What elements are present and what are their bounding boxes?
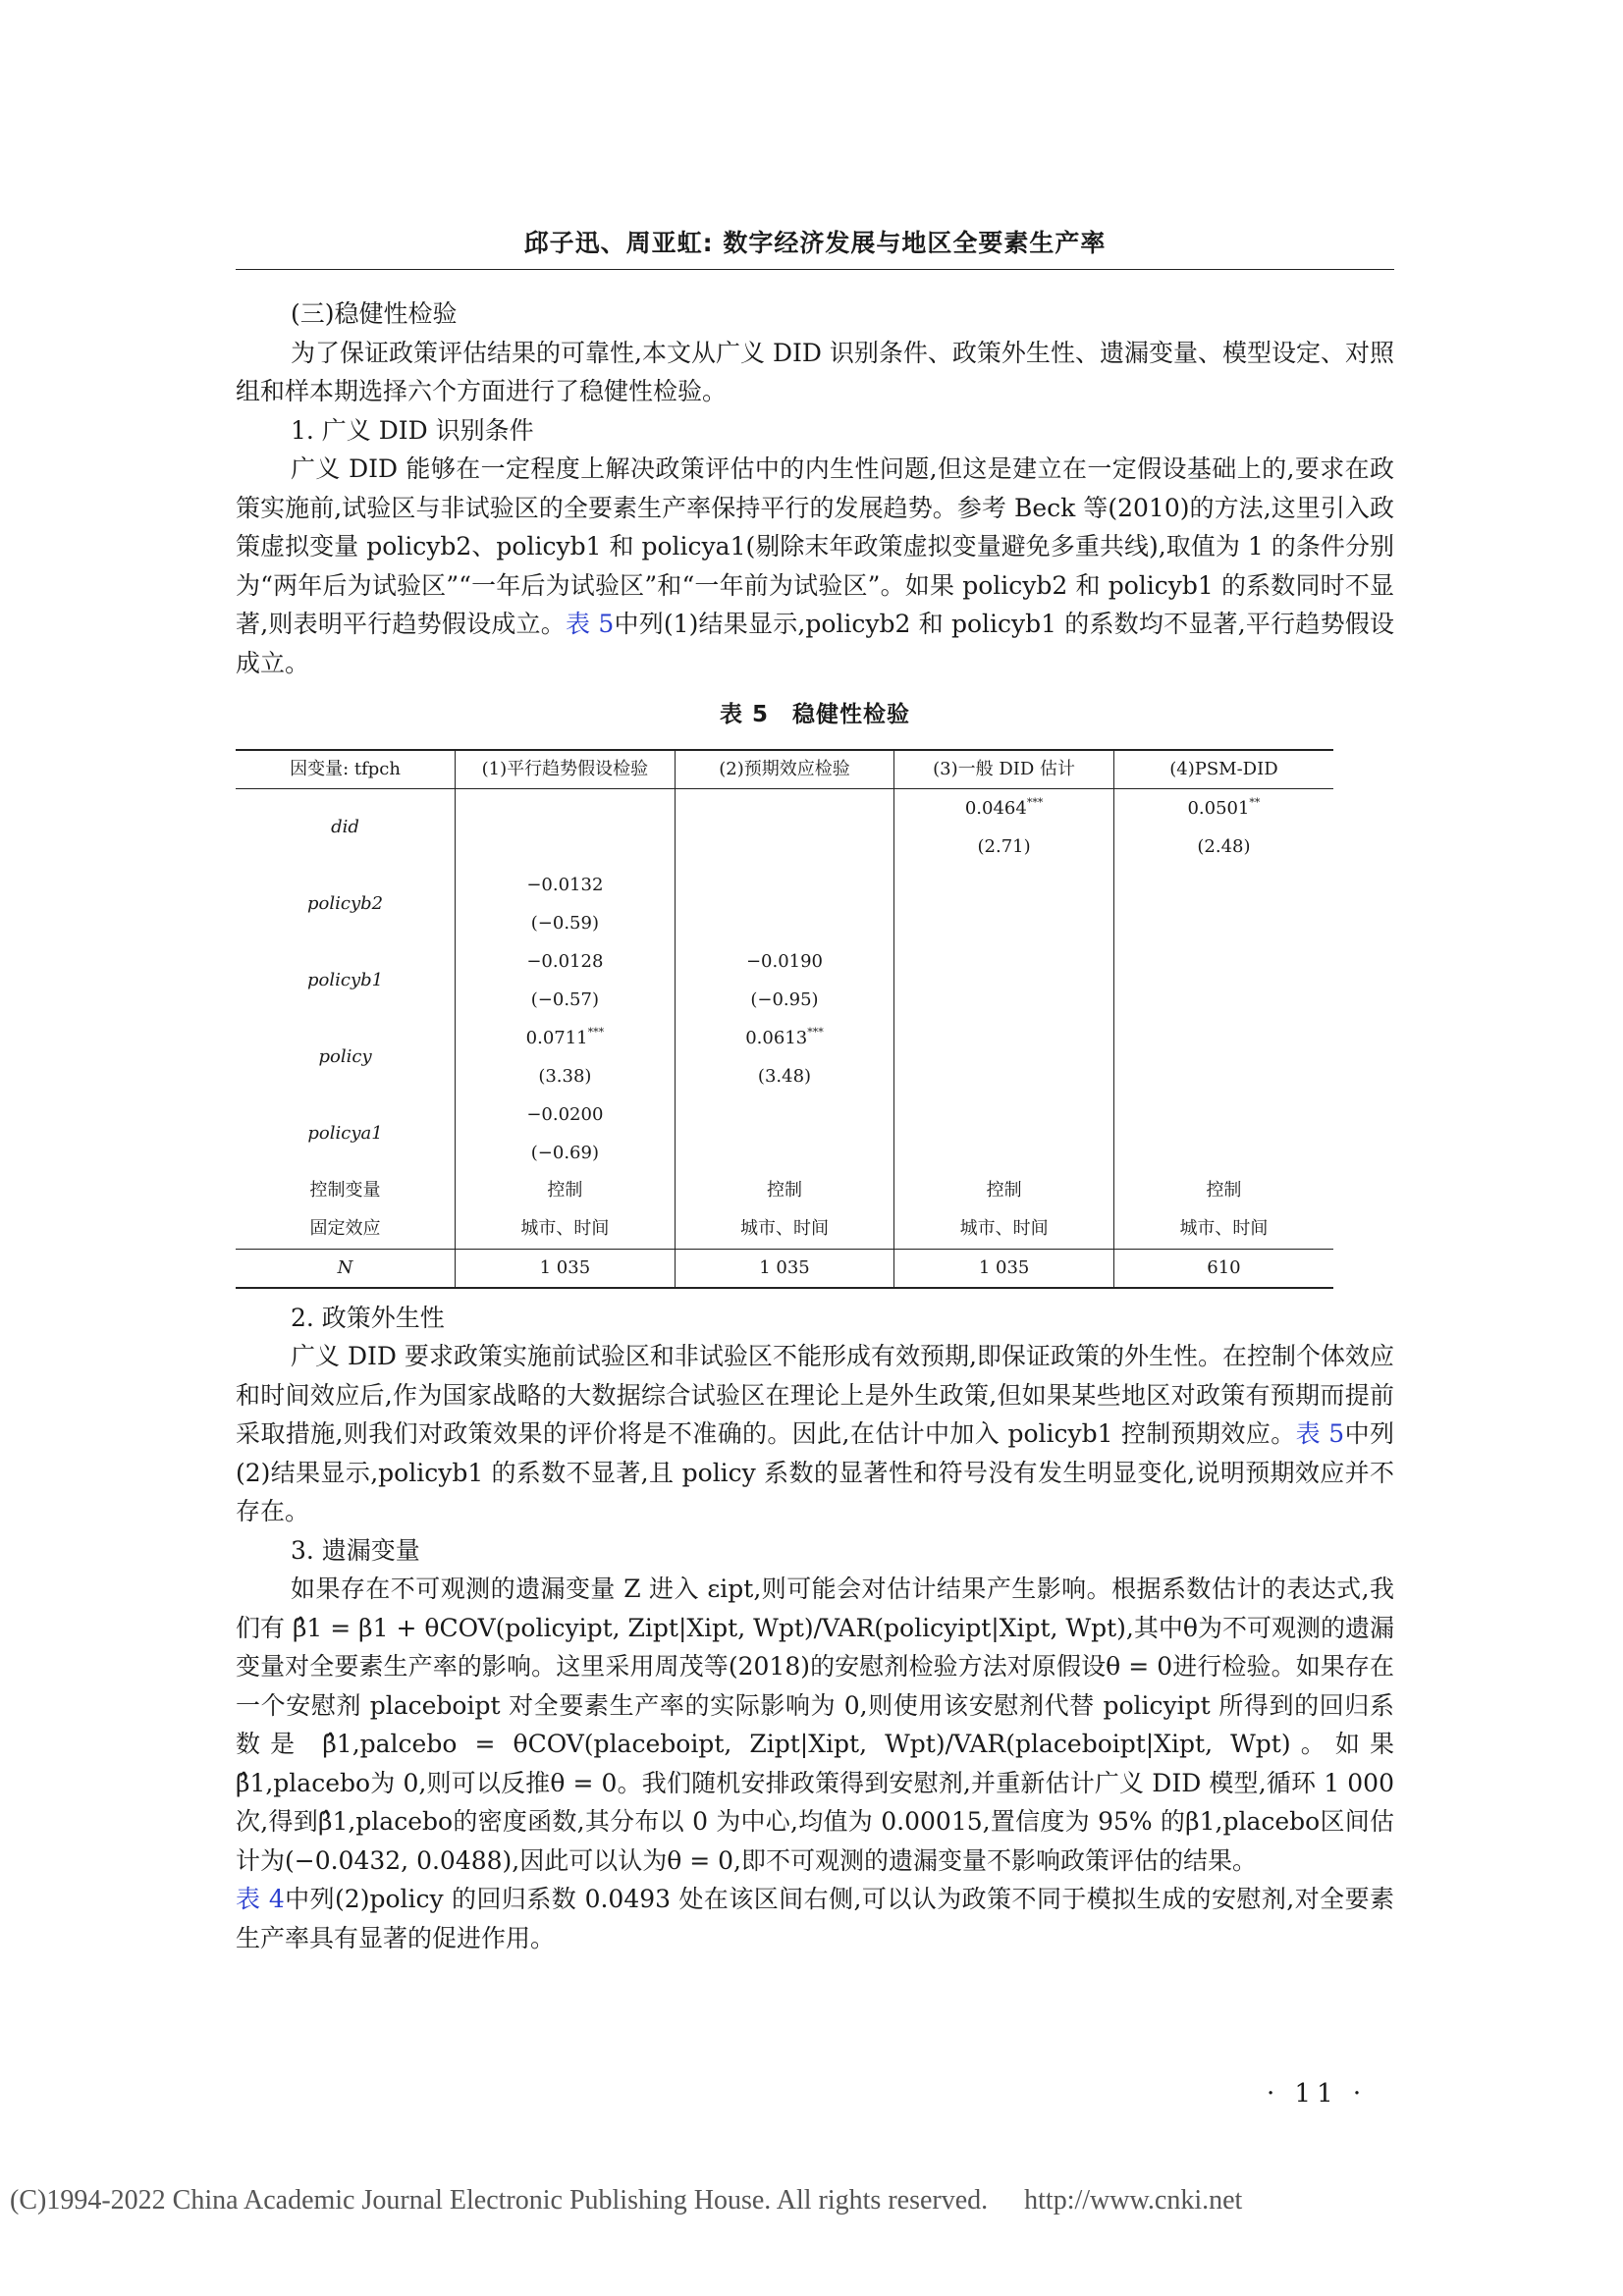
- column-header: 因变量: tfpch: [236, 750, 456, 789]
- table-cell: 控制: [675, 1172, 894, 1210]
- t-statistic: (2.48): [1197, 835, 1251, 857]
- intro-paragraph: 为了保证政策评估结果的可靠性,本文从广义 DID 识别条件、政策外生性、遗漏变量、模型设定、对照组和样本期选择六个方面进行了稳健性检验。: [236, 338, 1394, 405]
- table-cell: [456, 866, 676, 942]
- table-row-policyb1: [236, 942, 1333, 1019]
- coefficient-value: [1114, 942, 1333, 981]
- row-label: N: [236, 1249, 456, 1288]
- row-label: policy: [236, 1019, 456, 1095]
- subsection-2-paragraph: [236, 1337, 1394, 1531]
- t-statistic: [894, 981, 1113, 1019]
- coefficient-value: [676, 789, 894, 828]
- table-4-link[interactable]: 表 4: [236, 1885, 285, 1913]
- table-cell: [894, 1095, 1114, 1172]
- t-statistic: [676, 1134, 894, 1172]
- table-cell: 城市、时间: [456, 1210, 676, 1250]
- table-cell: 城市、时间: [675, 1210, 894, 1250]
- t-statistic: (−0.59): [530, 912, 599, 934]
- table-row-policy: [236, 1019, 1333, 1095]
- section-heading: (三)稳健性检验: [291, 299, 458, 328]
- significance-stars: ***: [1026, 795, 1044, 809]
- t-statistic: [456, 828, 675, 866]
- table-cell: [1113, 866, 1333, 942]
- table-cell: [1113, 788, 1333, 866]
- table-row-fixed-effects: [236, 1210, 1333, 1250]
- t-statistic: [676, 904, 894, 942]
- running-header: 邱子迅、周亚虹: 数字经济发展与地区全要素生产率: [523, 229, 1107, 257]
- coefficient-value: [456, 866, 675, 904]
- table-cell: 610: [1113, 1249, 1333, 1288]
- table-cell: [675, 1019, 894, 1095]
- coefficient-number: −0.0132: [526, 874, 604, 895]
- copyright-footer: [10, 2185, 1613, 2216]
- t-statistic: (−0.69): [530, 1142, 599, 1163]
- coefficient-value: [676, 1019, 894, 1057]
- copyright-text: (C)1994-2022 China Academic Journal Electronic Publishing House. All rights reserved.: [10, 2185, 989, 2216]
- subsection-3-heading: 3. 遗漏变量: [291, 1535, 420, 1565]
- significance-stars: ***: [807, 1025, 824, 1039]
- paragraph-text: 广义 DID 要求政策实施前试验区和非试验区不能形成有效预期,即保证政策的外生性。在控制个体效应和时间效应后,作为国家战略的大数据综合试验区在理论上是外生政策,但如果某些地区对政策有预期而提前采取措施,则我们对政策效果的评价将是不准确的。因此,在估计中加入 policyb1 控制预期效应。: [236, 1342, 1394, 1448]
- coefficient-number: 0.0501: [1187, 797, 1250, 819]
- table-cell: 城市、时间: [894, 1210, 1114, 1250]
- subsection-1-heading: 1. 广义 DID 识别条件: [291, 415, 534, 445]
- column-header: (4)PSM-DID: [1113, 750, 1333, 789]
- table-row-policya1: [236, 1095, 1333, 1172]
- t-statistic: [676, 828, 894, 866]
- coefficient-value: [894, 789, 1113, 828]
- table-cell: [675, 1095, 894, 1172]
- table-cell: [456, 942, 676, 1019]
- subsection-1-paragraph: [236, 450, 1394, 682]
- row-label: 控制变量: [236, 1172, 456, 1210]
- row-label: did: [236, 788, 456, 866]
- table-5-link[interactable]: 表 5: [565, 610, 615, 638]
- coefficient-value: [676, 1095, 894, 1134]
- table-row-policyb2: [236, 866, 1333, 942]
- t-statistic: [894, 1134, 1113, 1172]
- table-5-link[interactable]: 表 5: [1295, 1419, 1345, 1448]
- results-table: [236, 749, 1333, 1289]
- t-statistic: (3.48): [757, 1065, 812, 1087]
- coefficient-value: [1114, 1019, 1333, 1057]
- coefficient-number: −0.0190: [745, 950, 824, 972]
- t-statistic: [1114, 981, 1333, 1019]
- t-statistic: [1114, 904, 1333, 942]
- coefficient-value: [1114, 1095, 1333, 1134]
- t-statistic: (2.71): [977, 835, 1031, 857]
- row-label: policyb1: [236, 942, 456, 1019]
- table-cell: 1 035: [456, 1249, 676, 1288]
- column-header: (2)预期效应检验: [675, 750, 894, 789]
- paragraph-text: 中列(2)policy 的回归系数 0.0493 处在该区间右侧,可以认为政策不同于模拟生成的安慰剂,对全要素生产率具有显著的促进作用。: [236, 1885, 1395, 1952]
- column-header: (3)一般 DID 估计: [894, 750, 1114, 789]
- table-cell: 城市、时间: [1179, 1218, 1269, 1239]
- table-row-n: [236, 1249, 1333, 1288]
- t-statistic: (−0.95): [750, 988, 819, 1010]
- table-cell: 控制: [894, 1172, 1114, 1210]
- coefficient-value: [456, 789, 675, 828]
- coefficient-value: [456, 1019, 675, 1057]
- paragraph-text: 中列(2)结果显示,policyb1 的系数不显著,且 policy 系数的显著性和符号没有发生明显变化,说明预期效应并不存在。: [236, 1419, 1394, 1525]
- table-cell: [456, 1095, 676, 1172]
- significance-stars: **: [1249, 795, 1261, 809]
- table-cell: [675, 866, 894, 942]
- coefficient-value: [894, 866, 1113, 904]
- column-header: (1)平行趋势假设检验: [456, 750, 676, 789]
- table-cell: 控制: [1206, 1180, 1242, 1201]
- table-cell: 1 035: [894, 1249, 1114, 1288]
- table-cell: [1113, 1095, 1333, 1172]
- coefficient-value: [456, 942, 675, 981]
- coefficient-value: [1114, 866, 1333, 904]
- paragraph-text: 广义 DID 能够在一定程度上解决政策评估中的内生性问题,但这是建立在一定假设基础上的,要求在政策实施前,试验区与非试验区的全要素生产率保持平行的发展趋势。参考 Beck 等(2010)的方法,这里引入政策虚拟变量 policyb2、policyb1 和 policya1(剔除末年政策虚拟变量避免多重共线),取值为 1 的条件分别为“两年后为试验区”“一年后为试验区”和“一年前为试验区”。如果 policyb2 和 policyb1 的系数同时不显著,则表明平行趋势假设成立。: [236, 454, 1394, 638]
- t-statistic: [894, 904, 1113, 942]
- table-cell: [894, 866, 1114, 942]
- table-cell: [675, 942, 894, 1019]
- table-cell: [1113, 1019, 1333, 1095]
- table-cell: 控制: [456, 1172, 676, 1210]
- coefficient-value: [894, 1095, 1113, 1134]
- table-cell: [894, 1019, 1114, 1095]
- table-row-did: [236, 788, 1333, 866]
- table-cell: [675, 788, 894, 866]
- table-cell: 1 035: [675, 1249, 894, 1288]
- t-statistic: [1114, 1134, 1333, 1172]
- table-cell: [456, 1019, 676, 1095]
- table-header-row: [236, 750, 1333, 789]
- table-row-controls: [236, 1172, 1333, 1210]
- coefficient-number: 0.0613: [745, 1027, 808, 1048]
- paragraph-text: 中列(1)结果显示,policyb2 和 policyb1 的系数均不显著,平行趋势假设成立。: [236, 610, 1395, 677]
- table-title: 表 5 稳健性检验: [719, 702, 910, 727]
- significance-stars: ***: [587, 1025, 605, 1039]
- coefficient-value: [1114, 789, 1333, 828]
- row-label: policyb2: [236, 866, 456, 942]
- table-cell: [456, 788, 676, 866]
- t-statistic: (−0.57): [530, 988, 599, 1010]
- subsection-3-paragraph: 如果存在不可观测的遗漏变量 Z 进入 εipt,则可能会对估计结果产生影响。根据系数估计的表达式,我们有 β̂1 = β1 + θCOV(policyipt, Zipt|Xipt, Wpt)/VAR(policyipt|Xipt, Wpt),其中θ为不可观测的遗漏变量对全要素生产率的影响。这里采用周茂等(2018)的安慰剂检验方法对原假设θ = 0进行检验。如果存在一个安慰剂 placeboipt 对全要素生产率的实际影响为 0,则使用该安慰剂代替 policyipt 所得到的回归系数是 β̂1,palcebo = θCOV(placeboipt, Zipt|Xipt, Wpt)/VAR(placeboipt|Xipt, Wpt)。如果 β̂1,placebo为 0,则可以反推θ = 0。我们随机安排政策得到安慰剂,并重新估计广义 DID 模型,循环 1 000 次,得到β̂1,placebo的密度函数,其分布以 0 为中心,均值为 0.00015,置信度为 95% 的β1,placebo区间估计为(−0.0432, 0.0488),因此可以认为θ = 0,即不可观测的遗漏变量不影响政策评估的结果。: [236, 1575, 1394, 1875]
- coefficient-value: [894, 942, 1113, 981]
- t-statistic: [894, 1057, 1113, 1095]
- row-label: 固定效应: [236, 1210, 456, 1250]
- coefficient-number: −0.0200: [526, 1103, 604, 1125]
- t-statistic: (3.38): [538, 1065, 592, 1087]
- coefficient-value: [676, 942, 894, 981]
- subsection-2-heading: 2. 政策外生性: [291, 1303, 445, 1332]
- coefficient-number: 0.0464: [964, 797, 1027, 819]
- site-url[interactable]: http://www.cnki.net: [1024, 2185, 1243, 2216]
- coefficient-number: 0.0711: [525, 1027, 588, 1048]
- coefficient-value: [676, 866, 894, 904]
- subsection-3-paragraph-continued: [236, 1880, 1394, 1957]
- header-rule: [236, 269, 1394, 270]
- coefficient-number: −0.0128: [526, 950, 604, 972]
- table-cell: [1113, 942, 1333, 1019]
- t-statistic: [1114, 1057, 1333, 1095]
- coefficient-value: [894, 1019, 1113, 1057]
- row-label: policya1: [236, 1095, 456, 1172]
- coefficient-value: [456, 1095, 675, 1134]
- table-cell: [894, 788, 1114, 866]
- table-cell: [894, 942, 1114, 1019]
- article-body: [236, 294, 1394, 1957]
- page-number: · 11 ·: [1267, 2079, 1368, 2109]
